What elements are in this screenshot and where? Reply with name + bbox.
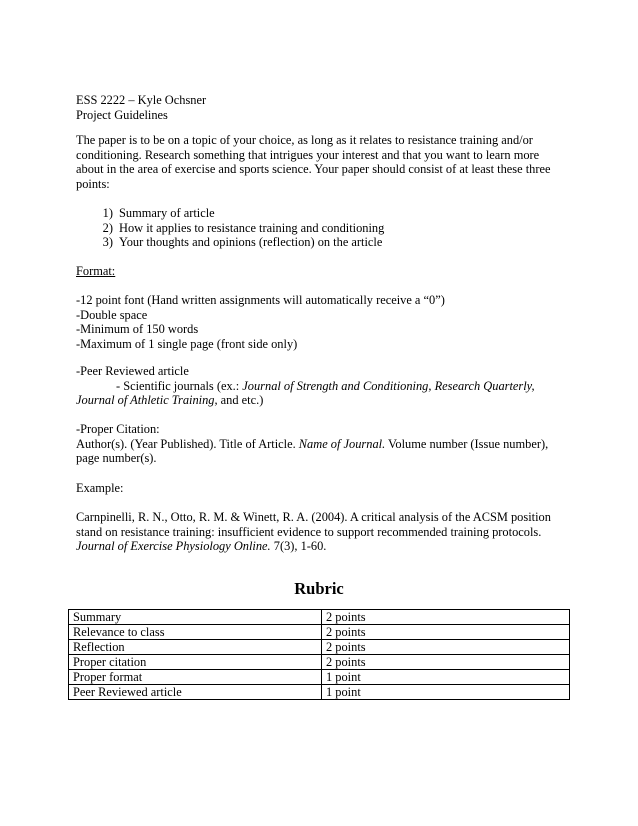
peer-sub-prefix: - Scientific journals (ex.:	[116, 378, 243, 393]
rubric-points: 2 points	[322, 640, 570, 655]
rubric-points: 2 points	[322, 625, 570, 640]
peer-journals: Journal of Strength and Conditioning, Research Quarterly,	[242, 378, 535, 393]
table-row	[69, 670, 570, 685]
peer-sub-suffix: and etc.)	[217, 393, 264, 408]
peer-reviewed-section	[76, 364, 576, 408]
course-line: ESS 2222 – Kyle Ochsner	[76, 93, 207, 107]
example-suffix: 7(3), 1-60.	[270, 539, 327, 554]
example-journal: Journal of Exercise Physiology Online.	[76, 539, 271, 554]
peer-heading: -Peer Reviewed article	[76, 364, 189, 378]
rubric-criterion: Proper citation	[69, 655, 322, 670]
rubric-criterion: Reflection	[69, 640, 322, 655]
list-item	[76, 235, 384, 250]
rubric-points: 1 point	[322, 670, 570, 685]
example-line: Carnpinelli, R. N., Otto, R. M. & Winett, R. A. (2004). A critical analysis of the ACSM position	[76, 510, 551, 524]
list-item	[76, 221, 384, 236]
rubric-points: 2 points	[322, 655, 570, 670]
list-item-text: Your thoughts and opinions (reflection) on the article	[119, 235, 383, 250]
table-row	[69, 610, 570, 625]
table-row	[69, 640, 570, 655]
rubric-points: 2 points	[322, 610, 570, 625]
list-item-text: Summary of article	[119, 206, 215, 220]
example-reference	[76, 510, 576, 554]
list-item	[76, 206, 384, 221]
list-number: 1)	[102, 206, 113, 220]
intro-line: points:	[76, 177, 110, 192]
peer-journals-2: Journal of Athletic Training,	[76, 393, 218, 408]
rubric-points: 1 point	[322, 685, 570, 700]
rubric-criterion: Peer Reviewed article	[69, 685, 322, 700]
intro-paragraph	[76, 133, 576, 192]
format-rule: -Maximum of 1 single page (front side only)	[76, 337, 298, 352]
format-rule: -12 point font (Hand written assignments will automatically receive a “0”)	[76, 293, 445, 307]
citation-prefix: Author(s). (Year Published). Title of Article.	[76, 436, 299, 451]
example-heading: Example:	[76, 481, 124, 495]
rubric-table	[68, 609, 570, 700]
list-item-text: How it applies to resistance training and conditioning	[119, 220, 385, 235]
example-line: stand on resistance training: insufficient evidence to support recommended training protocols.	[76, 524, 542, 539]
table-row	[69, 685, 570, 700]
rubric-criterion: Summary	[69, 610, 322, 625]
citation-journal: Name of Journal.	[298, 436, 386, 451]
doc-title: Project Guidelines	[76, 107, 168, 122]
rubric-criterion: Proper format	[69, 670, 322, 685]
peer-sub-line-2	[76, 393, 576, 408]
rubric-criterion: Relevance to class	[69, 625, 322, 640]
citation-format-line-2: page number(s).	[76, 451, 157, 466]
citation-heading: -Proper Citation:	[76, 422, 160, 436]
rubric-title: Rubric	[294, 579, 344, 598]
format-rule: -Double space	[76, 307, 148, 322]
header-block	[76, 93, 576, 122]
format-rule: -Minimum of 150 words	[76, 322, 199, 337]
intro-line: about in the area of exercise and sports science. Your paper should consist of at least these three	[76, 162, 551, 177]
intro-line: conditioning. Research something that intrigues your interest and that you want to learn more	[76, 147, 540, 162]
format-rules	[76, 293, 576, 352]
format-heading: Format:	[76, 264, 116, 278]
peer-sub-line	[76, 379, 576, 394]
citation-suffix: Volume number (Issue number),	[385, 436, 549, 451]
list-number: 2)	[102, 220, 113, 235]
list-number: 3)	[102, 235, 113, 250]
intro-line: The paper is to be on a topic of your choice, as long as it relates to resistance training and/or	[76, 133, 533, 147]
table-row	[69, 655, 570, 670]
citation-format-line	[76, 437, 576, 452]
table-row	[69, 625, 570, 640]
citation-section	[76, 422, 576, 466]
example-line	[76, 539, 576, 554]
points-list	[76, 206, 384, 250]
